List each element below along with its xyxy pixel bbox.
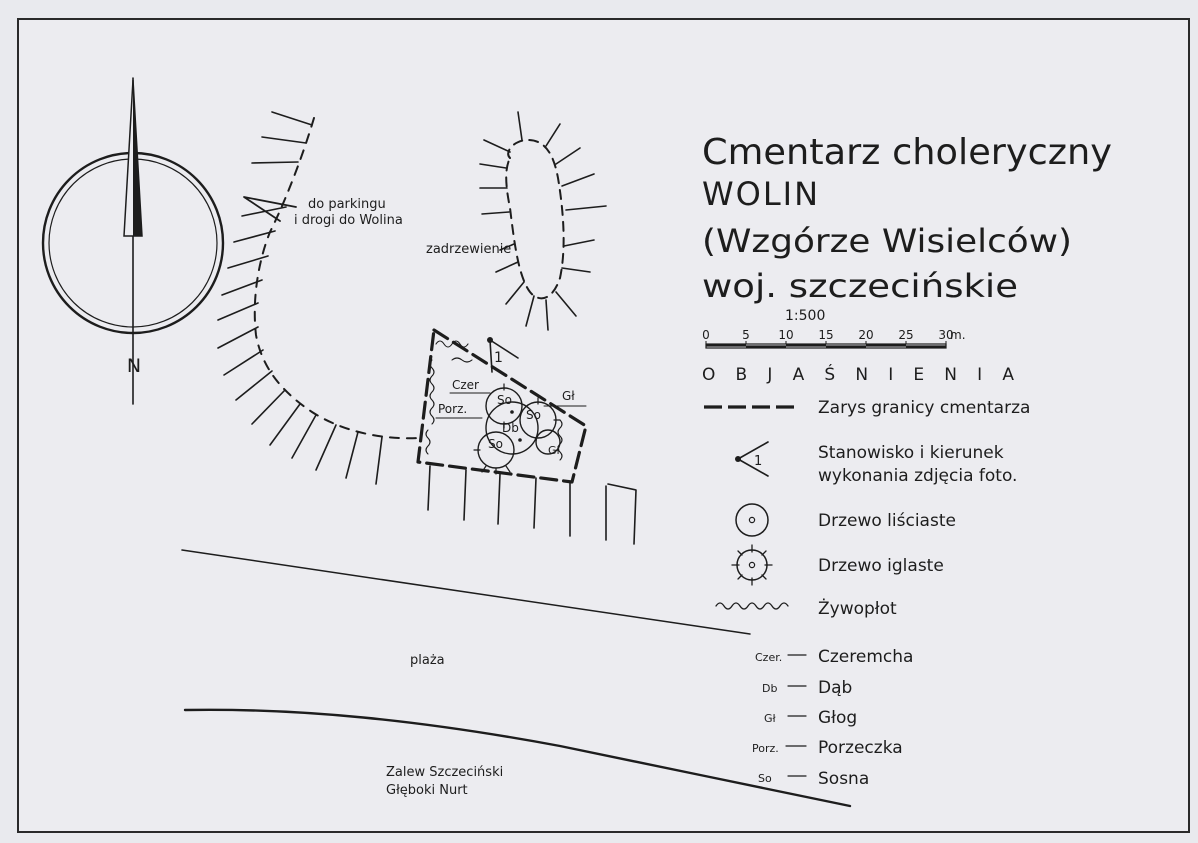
title-block xyxy=(702,132,1112,305)
lagoon-label-1: Zalew Szczeciński xyxy=(386,765,504,780)
tree-label-so-1: So xyxy=(497,393,512,407)
hill-outline xyxy=(506,140,563,298)
wooded-hill xyxy=(426,112,606,330)
scale-unit: m. xyxy=(950,328,966,342)
escarpment-edge xyxy=(255,118,420,438)
scale-ratio: 1:500 xyxy=(785,308,826,324)
scale-tick-label: 10 xyxy=(778,328,794,342)
title-line-1: Cmentarz choleryczny xyxy=(702,132,1112,173)
escarpment-hachures xyxy=(218,112,382,484)
legend-species-name: Porzeczka xyxy=(818,738,903,758)
trees-label: zadrzewienie xyxy=(426,242,512,257)
legend-photo-symbol xyxy=(735,442,768,476)
lagoon-label-2: Głęboki Nurt xyxy=(386,783,468,798)
legend-species-row xyxy=(755,647,913,667)
scale-tick-label: 20 xyxy=(858,328,874,342)
north-label: N xyxy=(126,355,142,377)
scale-tick-label: 0 xyxy=(702,328,710,342)
legend-hedge-symbol xyxy=(716,603,788,609)
tree-label-porz: Porz. xyxy=(438,402,468,416)
tree-label-czer: Czer xyxy=(452,378,479,392)
tree-label-so-2: So xyxy=(526,408,541,422)
title-line-2: WOLIN xyxy=(702,175,821,213)
parking-label-1: do parkingu xyxy=(308,197,386,212)
escarpment-left xyxy=(218,112,420,484)
legend-species-row xyxy=(752,738,903,758)
legend-hedge-label: Żywopłot xyxy=(818,599,897,619)
tree-label-gl-1: Gł xyxy=(562,389,575,403)
scale-tick-label: 30 xyxy=(938,328,954,342)
tree-label-so-3: So xyxy=(488,437,503,451)
legend-species-list xyxy=(752,647,913,789)
parking-label-2: i drogi do Wolina xyxy=(294,213,403,228)
scale-tick-label: 15 xyxy=(818,328,834,342)
legend-deciduous-label: Drzewo liściaste xyxy=(818,511,956,531)
parking-direction-arrow xyxy=(244,197,296,221)
title-line-3: (Wzgórze Wisielców) xyxy=(702,222,1072,260)
compass-rose xyxy=(43,78,223,404)
cemetery-plot xyxy=(418,330,636,544)
legend-conifer-symbol xyxy=(732,545,772,585)
title-line-4: woj. szczecińskie xyxy=(702,267,1018,305)
legend xyxy=(702,363,1030,789)
scale-bar xyxy=(702,308,965,348)
legend-species-abbr: Porz. xyxy=(752,742,779,755)
tree-label-db: Db xyxy=(502,421,519,435)
legend-photo-label-2: wykonania zdjęcia foto. xyxy=(818,466,1018,486)
legend-deciduous-symbol xyxy=(736,504,768,536)
legend-species-abbr: Gł xyxy=(764,712,776,725)
legend-heading: O B J A Ś N I E N I A xyxy=(702,365,1014,385)
legend-species-name: Dąb xyxy=(818,678,853,698)
legend-species-abbr: Czer. xyxy=(755,651,783,664)
scale-tick-label: 25 xyxy=(898,328,914,342)
photo-point-1 xyxy=(487,337,518,372)
legend-conifer-label: Drzewo iglaste xyxy=(818,556,944,576)
legend-species-abbr: So xyxy=(758,772,772,785)
legend-species-row xyxy=(762,678,852,698)
legend-boundary-label: Zarys granicy cmentarza xyxy=(818,398,1031,418)
legend-species-name: Sosna xyxy=(818,769,870,789)
legend-species-name: Czeremcha xyxy=(818,647,914,667)
scale-tick-labels xyxy=(702,328,953,344)
waterline xyxy=(185,710,850,806)
legend-species-abbr: Db xyxy=(762,682,778,695)
legend-species-row xyxy=(764,708,857,728)
beach-label: plaża xyxy=(410,653,445,668)
legend-photo-label-1: Stanowisko i kierunek xyxy=(818,443,1004,463)
tree-label-gl-2: Gł xyxy=(548,444,560,457)
legend-photo-number: 1 xyxy=(754,454,763,469)
legend-species-row xyxy=(758,769,869,789)
legend-species-name: Głog xyxy=(818,708,858,728)
photo-point-1-label: 1 xyxy=(494,350,503,366)
beach-edge-line xyxy=(182,550,750,634)
scale-tick-label: 5 xyxy=(742,328,750,342)
